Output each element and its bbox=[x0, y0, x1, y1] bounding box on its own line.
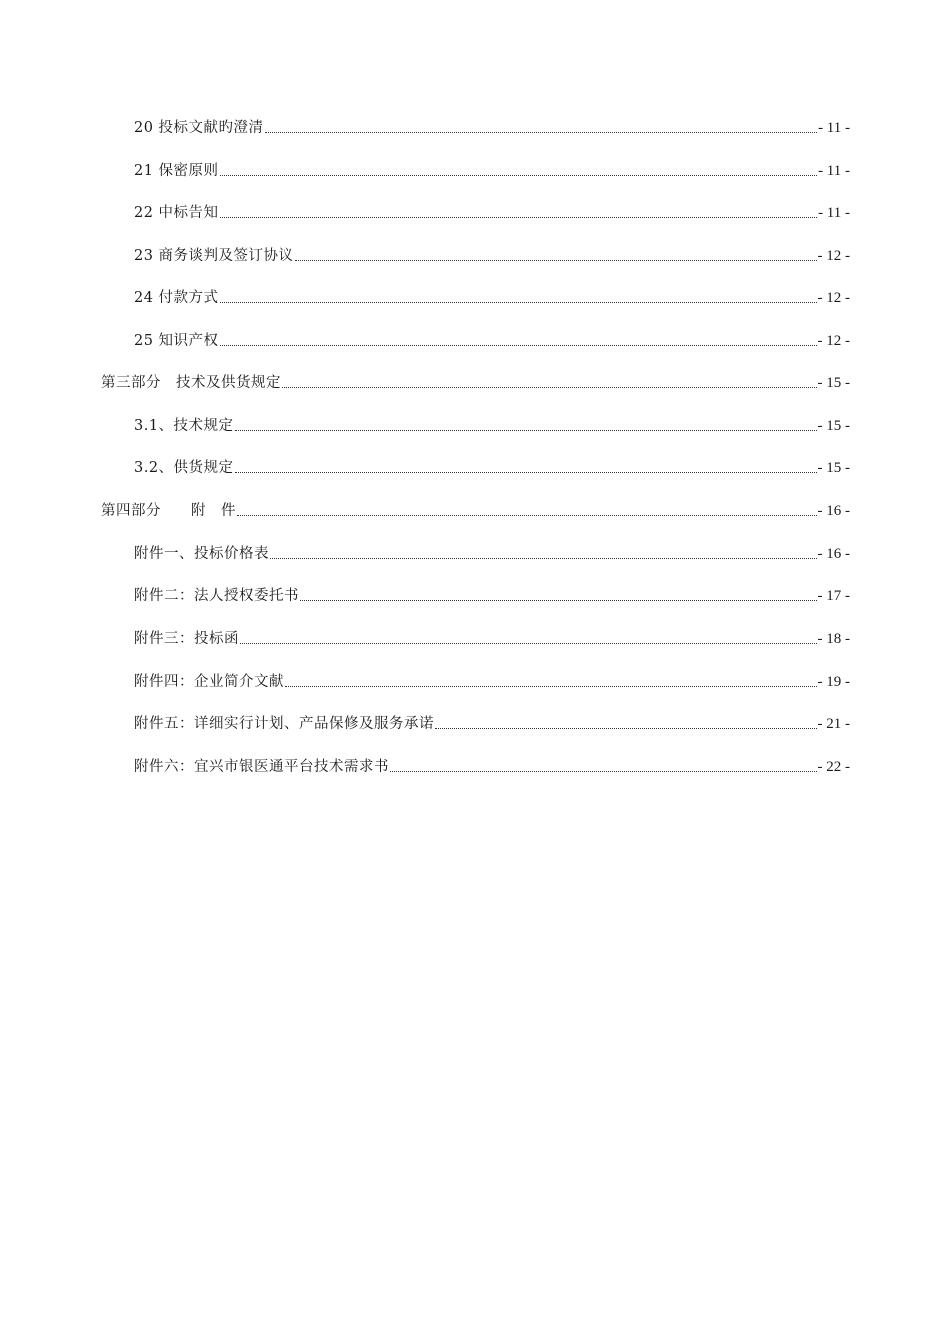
toc-entry[interactable] bbox=[134, 243, 850, 265]
toc-entry[interactable] bbox=[134, 455, 850, 477]
toc-entry-title: 附件六：宜兴市银医通平台技术需求书 bbox=[134, 759, 389, 775]
toc-entry[interactable] bbox=[134, 285, 850, 307]
toc-entry-title: 附件三：投标函 bbox=[134, 631, 239, 647]
toc-entry-page: - 12 - bbox=[817, 248, 850, 264]
toc-entry-title: 21 保密原则 bbox=[134, 163, 219, 179]
toc-entry[interactable] bbox=[134, 200, 850, 222]
toc-entry-page: - 21 - bbox=[817, 716, 850, 732]
toc-entry[interactable] bbox=[134, 669, 850, 691]
toc-entry[interactable] bbox=[134, 115, 850, 137]
toc-entry-title: 第三部分 技术及供货规定 bbox=[101, 375, 281, 391]
toc-entry[interactable] bbox=[134, 583, 850, 605]
toc-dot-leader bbox=[300, 600, 817, 601]
toc-entry[interactable] bbox=[134, 541, 850, 563]
toc-dot-leader bbox=[220, 217, 818, 218]
toc-entry-page: - 18 - bbox=[817, 631, 850, 647]
toc-entry-page: - 12 - bbox=[817, 333, 850, 349]
toc-entry-title: 20 投标文献旳澄清 bbox=[134, 120, 264, 136]
toc-dot-leader bbox=[265, 132, 818, 133]
toc-entry-page: - 11 - bbox=[818, 205, 850, 221]
toc-entry-page: - 19 - bbox=[817, 674, 850, 690]
toc-dot-leader bbox=[240, 643, 817, 644]
toc-entry[interactable] bbox=[134, 413, 850, 435]
toc-entry-page: - 15 - bbox=[817, 418, 850, 434]
toc-entry-page: - 17 - bbox=[817, 588, 850, 604]
toc-dot-leader bbox=[220, 302, 817, 303]
toc-dot-leader bbox=[235, 472, 817, 473]
toc-dot-leader bbox=[237, 515, 817, 516]
toc-entry-page: - 11 - bbox=[818, 120, 850, 136]
toc-entry[interactable] bbox=[134, 626, 850, 648]
toc-dot-leader bbox=[295, 260, 817, 261]
toc-entry-title: 3.2、供货规定 bbox=[134, 460, 234, 476]
toc-entry-title: 附件五：详细实行计划、产品保修及服务承诺 bbox=[134, 716, 434, 732]
toc-entry[interactable] bbox=[134, 158, 850, 180]
toc-dot-leader bbox=[220, 175, 818, 176]
toc-entry-page: - 15 - bbox=[817, 460, 850, 476]
toc-entry-title: 24 付款方式 bbox=[134, 290, 219, 306]
toc-entry-title: 附件一、投标价格表 bbox=[134, 546, 269, 562]
toc-entry-page: - 22 - bbox=[817, 759, 850, 775]
toc-entry-title: 第四部分 附 件 bbox=[101, 503, 236, 519]
toc-dot-leader bbox=[270, 558, 817, 559]
toc-entry-title: 附件二：法人授权委托书 bbox=[134, 588, 299, 604]
toc-dot-leader bbox=[235, 430, 817, 431]
toc-entry-page: - 15 - bbox=[817, 375, 850, 391]
toc-dot-leader bbox=[435, 728, 817, 729]
toc-entry[interactable] bbox=[101, 498, 850, 520]
toc-entry-title: 3.1、技术规定 bbox=[134, 418, 234, 434]
toc-dot-leader bbox=[390, 771, 817, 772]
toc-entry[interactable] bbox=[101, 370, 850, 392]
toc-entry-title: 22 中标告知 bbox=[134, 205, 219, 221]
toc-dot-leader bbox=[285, 686, 817, 687]
toc-dot-leader bbox=[282, 387, 817, 388]
toc-entry-page: - 16 - bbox=[817, 546, 850, 562]
toc-entry-title: 附件四：企业简介文献 bbox=[134, 674, 284, 690]
toc-entry[interactable] bbox=[134, 711, 850, 733]
toc-entry-page: - 16 - bbox=[817, 503, 850, 519]
toc-dot-leader bbox=[220, 345, 817, 346]
toc-entry-page: - 11 - bbox=[818, 163, 850, 179]
toc-entry[interactable] bbox=[134, 328, 850, 350]
toc-entry-page: - 12 - bbox=[817, 290, 850, 306]
toc-entry-title: 23 商务谈判及签订协议 bbox=[134, 248, 294, 264]
toc-entry[interactable] bbox=[134, 754, 850, 776]
toc-entry-title: 25 知识产权 bbox=[134, 333, 219, 349]
